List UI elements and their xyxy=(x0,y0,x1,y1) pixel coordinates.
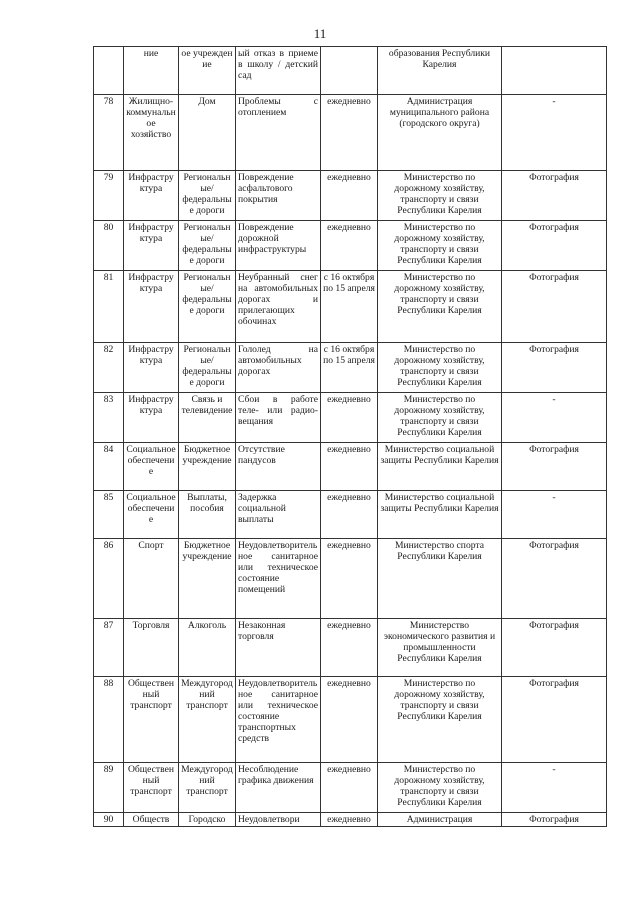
object-cell: Междугородний транспорт xyxy=(179,677,236,763)
sphere-cell: Инфраструктура xyxy=(124,271,179,343)
problem-cell: Проблемы с отоплением xyxy=(236,95,321,171)
responsible-cell: Министерство экономического развития и промышленности Республики Карелия xyxy=(378,619,502,677)
row-number: 85 xyxy=(94,491,124,539)
table-row xyxy=(94,619,607,677)
object-cell: Дом xyxy=(179,95,236,171)
problem-cell: Неудовлетворительное санитарное или техническое состояние транспортных средств xyxy=(236,677,321,763)
problem-cell: Повреждение асфальтового покрытия xyxy=(236,171,321,221)
object-cell: Региональные/федеральные дороги xyxy=(179,271,236,343)
object-cell: ое учрежден ие xyxy=(179,47,236,95)
responsible-cell: Администрация муниципального района (городского округа) xyxy=(378,95,502,171)
media-cell: Фотография xyxy=(502,677,607,763)
object-cell: Алкоголь xyxy=(179,619,236,677)
sphere-cell: Инфраструктура xyxy=(124,171,179,221)
media-cell: Фотография xyxy=(502,539,607,619)
sphere-cell: Жилищно-коммунальное хозяйство xyxy=(124,95,179,171)
object-cell: Междугородний транспорт xyxy=(179,763,236,813)
problem-cell: Гололед на автомобильных дорогах xyxy=(236,343,321,393)
problem-cell: Неубранный снег на автомобильных дорогах и прилегающих обочинах xyxy=(236,271,321,343)
problem-cell: Сбои в работе теле- или радио-вещания xyxy=(236,393,321,443)
table-row xyxy=(94,47,607,95)
period-cell: ежедневно xyxy=(321,171,378,221)
table-row xyxy=(94,491,607,539)
row-number: 88 xyxy=(94,677,124,763)
responsible-cell: Министерство по дорожному хозяйству, транспорту и связи Республики Карелия xyxy=(378,763,502,813)
period-cell: с 16 октября по 15 апреля xyxy=(321,271,378,343)
period-cell xyxy=(321,47,378,95)
table-row xyxy=(94,271,607,343)
table-row xyxy=(94,539,607,619)
object-cell: Бюджетное учреждение xyxy=(179,539,236,619)
object-cell: Связь и телевидение xyxy=(179,393,236,443)
problem-cell: Неудовлетвори xyxy=(236,813,321,827)
row-number: 78 xyxy=(94,95,124,171)
sphere-cell: ние xyxy=(124,47,179,95)
appeals-table xyxy=(93,46,607,827)
table-row xyxy=(94,343,607,393)
object-cell: Региональные/федеральные дороги xyxy=(179,343,236,393)
problem-cell: Повреждение дорожной инфраструктуры xyxy=(236,221,321,271)
row-number xyxy=(94,47,124,95)
responsible-cell: Министерство социальной защиты Республики Карелия xyxy=(378,491,502,539)
media-cell xyxy=(502,47,607,95)
sphere-cell: Инфраструктура xyxy=(124,221,179,271)
table-row xyxy=(94,443,607,491)
problem-cell: Незаконная торговля xyxy=(236,619,321,677)
media-cell: - xyxy=(502,95,607,171)
period-cell: с 16 октября по 15 апреля xyxy=(321,343,378,393)
row-number: 87 xyxy=(94,619,124,677)
responsible-cell: Министерство по дорожному хозяйству, транспорту и связи Республики Карелия xyxy=(378,171,502,221)
sphere-cell: Торговля xyxy=(124,619,179,677)
sphere-cell: Социальное обеспечение xyxy=(124,491,179,539)
period-cell: ежедневно xyxy=(321,221,378,271)
table-body xyxy=(94,47,607,827)
period-cell: ежедневно xyxy=(321,677,378,763)
problem-cell: Задержка социальной выплаты xyxy=(236,491,321,539)
responsible-cell: Министерство по дорожному хозяйству, транспорту и связи Республики Карелия xyxy=(378,271,502,343)
row-number: 86 xyxy=(94,539,124,619)
period-cell: ежедневно xyxy=(321,763,378,813)
row-number: 79 xyxy=(94,171,124,221)
responsible-cell: Министерство по дорожному хозяйству, транспорту и связи Республики Карелия xyxy=(378,677,502,763)
period-cell: ежедневно xyxy=(321,443,378,491)
row-number: 82 xyxy=(94,343,124,393)
object-cell: Бюджетное учреждение xyxy=(179,443,236,491)
table-row xyxy=(94,393,607,443)
table-row xyxy=(94,677,607,763)
period-cell: ежедневно xyxy=(321,539,378,619)
row-number: 90 xyxy=(94,813,124,827)
sphere-cell: Инфраструктура xyxy=(124,393,179,443)
object-cell: Региональные/федеральные дороги xyxy=(179,171,236,221)
problem-cell: Отсутствие пандусов xyxy=(236,443,321,491)
media-cell: Фотография xyxy=(502,221,607,271)
problem-cell: Несоблюдение графика движения xyxy=(236,763,321,813)
media-cell: Фотография xyxy=(502,619,607,677)
responsible-cell: Министерство по дорожному хозяйству, транспорту и связи Республики Карелия xyxy=(378,221,502,271)
period-cell: ежедневно xyxy=(321,393,378,443)
table-row xyxy=(94,221,607,271)
table-row xyxy=(94,95,607,171)
responsible-cell: образования Республики Карелия xyxy=(378,47,502,95)
row-number: 80 xyxy=(94,221,124,271)
problem-cell: Неудовлетворительное санитарное или техническое состояние помещений xyxy=(236,539,321,619)
media-cell: - xyxy=(502,763,607,813)
sphere-cell: Общественный транспорт xyxy=(124,677,179,763)
media-cell: Фотография xyxy=(502,443,607,491)
table-row xyxy=(94,763,607,813)
row-number: 89 xyxy=(94,763,124,813)
row-number: 84 xyxy=(94,443,124,491)
object-cell: Городско xyxy=(179,813,236,827)
object-cell: Региональные/федеральные дороги xyxy=(179,221,236,271)
media-cell: Фотография xyxy=(502,343,607,393)
problem-cell: ый отказ в приеме в школу / детский сад xyxy=(236,47,321,95)
sphere-cell: Инфраструктура xyxy=(124,343,179,393)
period-cell: ежедневно xyxy=(321,619,378,677)
table-row xyxy=(94,813,607,827)
media-cell: Фотография xyxy=(502,813,607,827)
sphere-cell: Социальное обеспечение xyxy=(124,443,179,491)
responsible-cell: Министерство по дорожному хозяйству, транспорту и связи Республики Карелия xyxy=(378,393,502,443)
table-row xyxy=(94,171,607,221)
responsible-cell: Министерство по дорожному хозяйству, транспорту и связи Республики Карелия xyxy=(378,343,502,393)
sphere-cell: Обществ xyxy=(124,813,179,827)
period-cell: ежедневно xyxy=(321,491,378,539)
sphere-cell: Спорт xyxy=(124,539,179,619)
sphere-cell: Общественный транспорт xyxy=(124,763,179,813)
period-cell: ежедневно xyxy=(321,813,378,827)
media-cell: Фотография xyxy=(502,171,607,221)
row-number: 83 xyxy=(94,393,124,443)
object-cell: Выплаты, пособия xyxy=(179,491,236,539)
page-number: 11 xyxy=(313,26,327,41)
media-cell: Фотография xyxy=(502,271,607,343)
row-number: 81 xyxy=(94,271,124,343)
media-cell: - xyxy=(502,393,607,443)
period-cell: ежедневно xyxy=(321,95,378,171)
responsible-cell: Администрация xyxy=(378,813,502,827)
responsible-cell: Министерство социальной защиты Республики Карелия xyxy=(378,443,502,491)
responsible-cell: Министерство спорта Республики Карелия xyxy=(378,539,502,619)
media-cell: - xyxy=(502,491,607,539)
